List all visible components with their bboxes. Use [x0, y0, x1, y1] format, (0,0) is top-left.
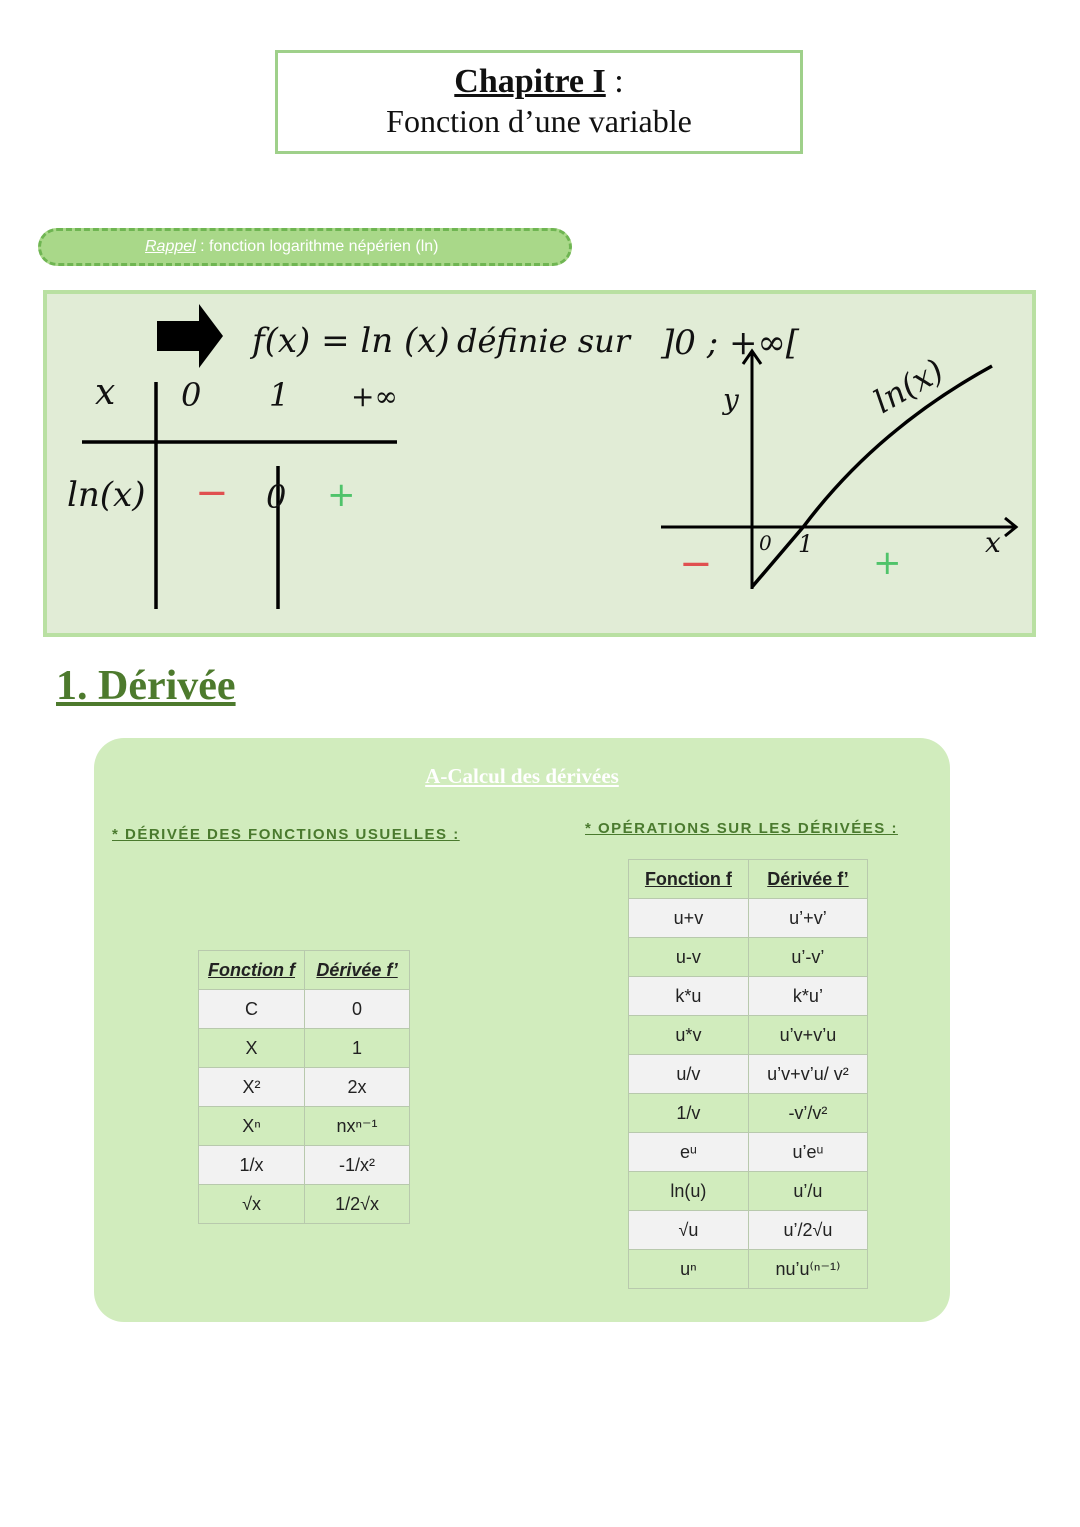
sign-table-x1: 1	[269, 376, 290, 414]
sign-table-fn: ln(x)	[67, 475, 146, 515]
rappel-banner	[38, 228, 572, 266]
cell-derivative: -1/x²	[305, 1146, 410, 1185]
sign-minus: −	[195, 470, 229, 516]
table-row	[629, 1016, 868, 1055]
header-derivative: Dérivée f’	[305, 951, 410, 990]
cell-derivative: 1/2√x	[305, 1185, 410, 1224]
table-row	[629, 1211, 868, 1250]
derivative-operations-table	[628, 859, 868, 1289]
graph-one: 1	[798, 530, 814, 558]
derivative-operations-heading: * OPÉRATIONS SUR LES DÉRIVÉES :	[585, 820, 898, 837]
cell-function: √x	[199, 1185, 305, 1224]
graph-x-label: x	[985, 526, 1001, 559]
table-row	[629, 1055, 868, 1094]
rappel-label: Rappel	[145, 238, 196, 255]
header-function: Fonction f	[199, 951, 305, 990]
table-row	[629, 1250, 868, 1289]
cell-derivative: 1	[305, 1029, 410, 1068]
graph-minus: −	[679, 541, 713, 587]
sign-plus: +	[327, 475, 356, 515]
table-row	[629, 1133, 868, 1172]
sign-table-x2: +∞	[351, 380, 398, 413]
ln-recap-panel	[43, 290, 1036, 637]
cell-function: uⁿ	[629, 1250, 749, 1289]
cell-function: 1/x	[199, 1146, 305, 1185]
cell-function: ln(u)	[629, 1172, 749, 1211]
sign-table-var: x	[95, 372, 116, 413]
cell-function: u-v	[629, 938, 749, 977]
cell-derivative: u’/2√u	[748, 1211, 867, 1250]
arrow-right-icon	[157, 304, 223, 368]
header-function: Fonction f	[629, 860, 749, 899]
graph-plus: +	[873, 543, 902, 583]
definition-text: f(x) = ln (x)	[252, 321, 450, 361]
cell-function: k*u	[629, 977, 749, 1016]
cell-derivative: u’eᵘ	[748, 1133, 867, 1172]
cell-derivative: k*u’	[748, 977, 867, 1016]
rappel-text: fonction logarithme népérien (ln)	[209, 238, 439, 255]
cell-function: u*v	[629, 1016, 749, 1055]
cell-derivative: u’v+v’u	[748, 1016, 867, 1055]
graph-origin: 0	[759, 531, 772, 555]
cell-derivative: nu’u⁽ⁿ⁻¹⁾	[748, 1250, 867, 1289]
table-header-row	[199, 951, 410, 990]
cell-function: eᵘ	[629, 1133, 749, 1172]
ln-curve	[752, 366, 992, 587]
cell-derivative: u’/u	[748, 1172, 867, 1211]
usual-derivatives-table	[198, 950, 410, 1224]
table-row	[629, 899, 868, 938]
table-row	[629, 938, 868, 977]
ln-sketch	[47, 294, 1032, 633]
cell-function: u+v	[629, 899, 749, 938]
table-row	[199, 990, 410, 1029]
cell-derivative: u’-v’	[748, 938, 867, 977]
graph-y-label: y	[723, 383, 739, 416]
cell-function: √u	[629, 1211, 749, 1250]
cell-function: X	[199, 1029, 305, 1068]
table-row	[199, 1185, 410, 1224]
cell-function: X²	[199, 1068, 305, 1107]
cell-derivative: nxⁿ⁻¹	[305, 1107, 410, 1146]
sign-table-x0: 0	[181, 376, 202, 414]
table-row	[199, 1107, 410, 1146]
cell-derivative: u’+v’	[748, 899, 867, 938]
domain-text: ]0 ; +∞[	[661, 323, 800, 363]
table-row	[629, 1172, 868, 1211]
section-title: 1. Dérivée	[56, 663, 236, 709]
calc-title: A-Calcul des dérivées	[425, 764, 619, 788]
cell-derivative: u’v+v’u/ v²	[748, 1055, 867, 1094]
table-row	[199, 1146, 410, 1185]
table-row	[629, 1094, 868, 1133]
cell-derivative: 2x	[305, 1068, 410, 1107]
chapter-title-box	[275, 50, 803, 154]
chapter-heading	[278, 63, 800, 101]
header-derivative: Dérivée f’	[748, 860, 867, 899]
rappel-separator: :	[195, 238, 210, 255]
chapter-colon: :	[605, 63, 624, 100]
table-header-row	[629, 860, 868, 899]
curve-label: ln(x)	[867, 351, 950, 421]
defined-on-text: définie sur	[457, 322, 631, 360]
cell-function: Xⁿ	[199, 1107, 305, 1146]
cell-function: u/v	[629, 1055, 749, 1094]
table-row	[199, 1029, 410, 1068]
cell-function: C	[199, 990, 305, 1029]
cell-function: 1/v	[629, 1094, 749, 1133]
chapter-number: Chapitre I	[454, 63, 606, 100]
table-row	[199, 1068, 410, 1107]
usual-derivatives-heading: * DÉRIVÉE DES FONCTIONS USUELLES :	[112, 826, 460, 843]
chapter-subtitle: Fonction d’une variable	[386, 103, 692, 139]
sign-zero: 0	[266, 478, 287, 516]
cell-derivative: -v’/v²	[748, 1094, 867, 1133]
table-row	[629, 977, 868, 1016]
cell-derivative: 0	[305, 990, 410, 1029]
derivatives-panel	[94, 738, 950, 1322]
